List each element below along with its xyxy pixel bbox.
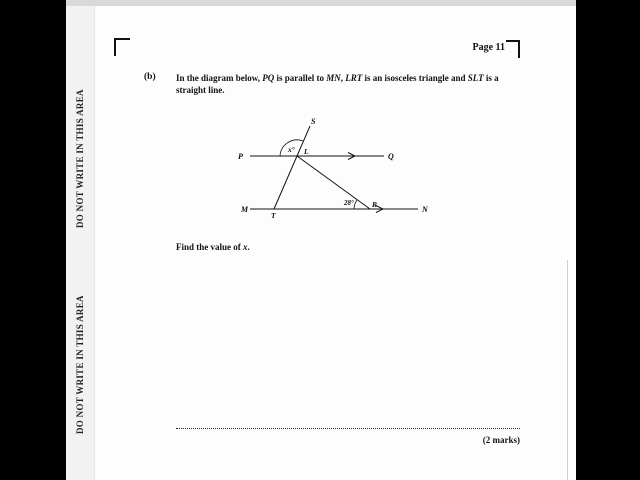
label-l: L xyxy=(304,147,309,156)
margin-notice-top: DO NOT WRITE IN THIS AREA xyxy=(75,89,85,228)
find-variable: x xyxy=(243,242,248,252)
label-t: T xyxy=(271,211,276,220)
label-n: N xyxy=(422,205,428,214)
page-edge xyxy=(567,260,568,480)
angle-r-arc xyxy=(354,200,357,209)
question-pq: PQ xyxy=(262,73,275,83)
question-part-label: (b) xyxy=(144,72,156,82)
question-text-4: is an isosceles triangle and xyxy=(362,73,468,83)
answer-line[interactable] xyxy=(176,428,520,429)
question-text-3: , xyxy=(340,73,346,83)
question-slt: SLT xyxy=(467,73,484,83)
find-instruction xyxy=(176,242,250,252)
label-r: R xyxy=(372,200,378,209)
question-mn: MN xyxy=(326,73,341,83)
label-p: P xyxy=(238,152,243,161)
question-lrt: LRT xyxy=(345,73,363,83)
label-angle-x: x° xyxy=(288,145,295,154)
geometry-diagram xyxy=(66,0,576,480)
label-q: Q xyxy=(388,152,394,161)
find-text: Find the value of xyxy=(176,242,244,252)
margin-notice-bottom: DO NOT WRITE IN THIS AREA xyxy=(75,295,85,434)
label-s: S xyxy=(311,117,316,126)
line-slt xyxy=(274,126,310,209)
label-m: M xyxy=(241,205,249,214)
question-text-1: In the diagram below, xyxy=(176,73,263,83)
question-text-5: is a straight line. xyxy=(176,73,499,95)
page-number-label: Page 11 xyxy=(472,42,505,53)
question-text-2: is parallel to xyxy=(274,73,327,83)
label-angle-28: 28° xyxy=(344,199,354,207)
find-end: . xyxy=(247,242,250,252)
exam-page xyxy=(66,0,576,480)
line-lr xyxy=(297,156,370,209)
marks-label: (2 marks) xyxy=(482,435,520,445)
